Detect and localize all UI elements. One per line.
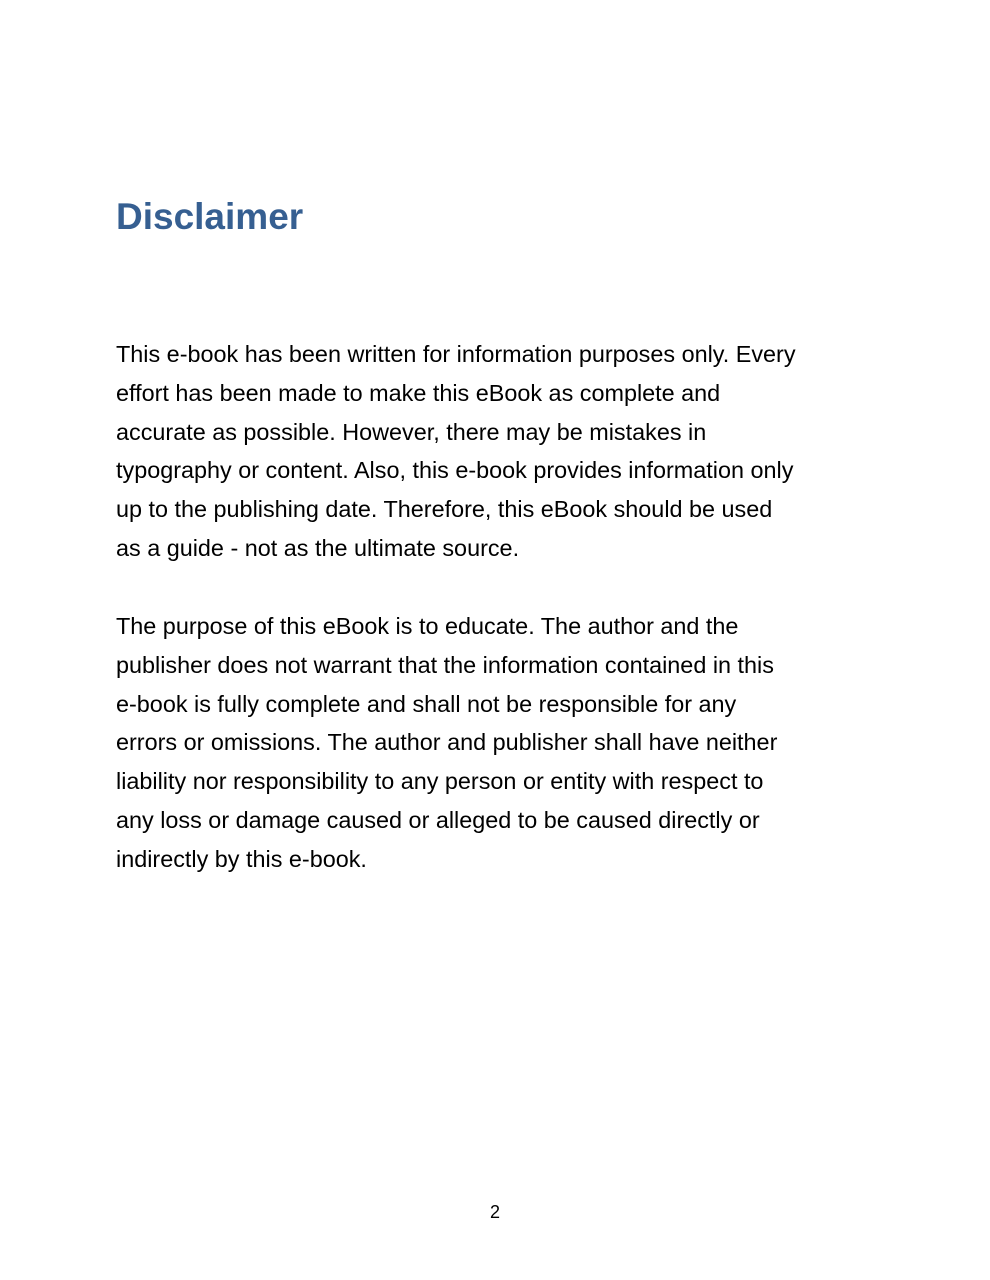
- text-line: liability nor responsibility to any person or entity with respect to: [116, 768, 764, 795]
- disclaimer-paragraph-1: [116, 335, 886, 568]
- text-line: effort has been made to make this eBook as complete and: [116, 379, 721, 406]
- text-line: indirectly by this e-book.: [116, 845, 367, 872]
- text-line: as a guide - not as the ultimate source.: [116, 534, 520, 561]
- text-line: typography or content. Also, this e-book provides information only: [116, 457, 794, 484]
- text-line: e-book is fully complete and shall not be responsible for any: [116, 690, 737, 717]
- disclaimer-paragraph-2: [116, 607, 886, 879]
- text-line: any loss or damage caused or alleged to be caused directly or: [116, 806, 760, 833]
- text-line: up to the publishing date. Therefore, this eBook should be used: [116, 496, 773, 523]
- text-line: publisher does not warrant that the information contained in this: [116, 651, 774, 678]
- text-line: errors or omissions. The author and publisher shall have neither: [116, 729, 778, 756]
- page-title: Disclaimer: [116, 196, 304, 237]
- text-line: This e-book has been written for information purposes only. Every: [116, 341, 796, 367]
- text-line: The purpose of this eBook is to educate. The author and the: [116, 613, 739, 639]
- page-number: 2: [489, 1202, 500, 1222]
- text-line: accurate as possible. However, there may be mistakes in: [116, 418, 707, 445]
